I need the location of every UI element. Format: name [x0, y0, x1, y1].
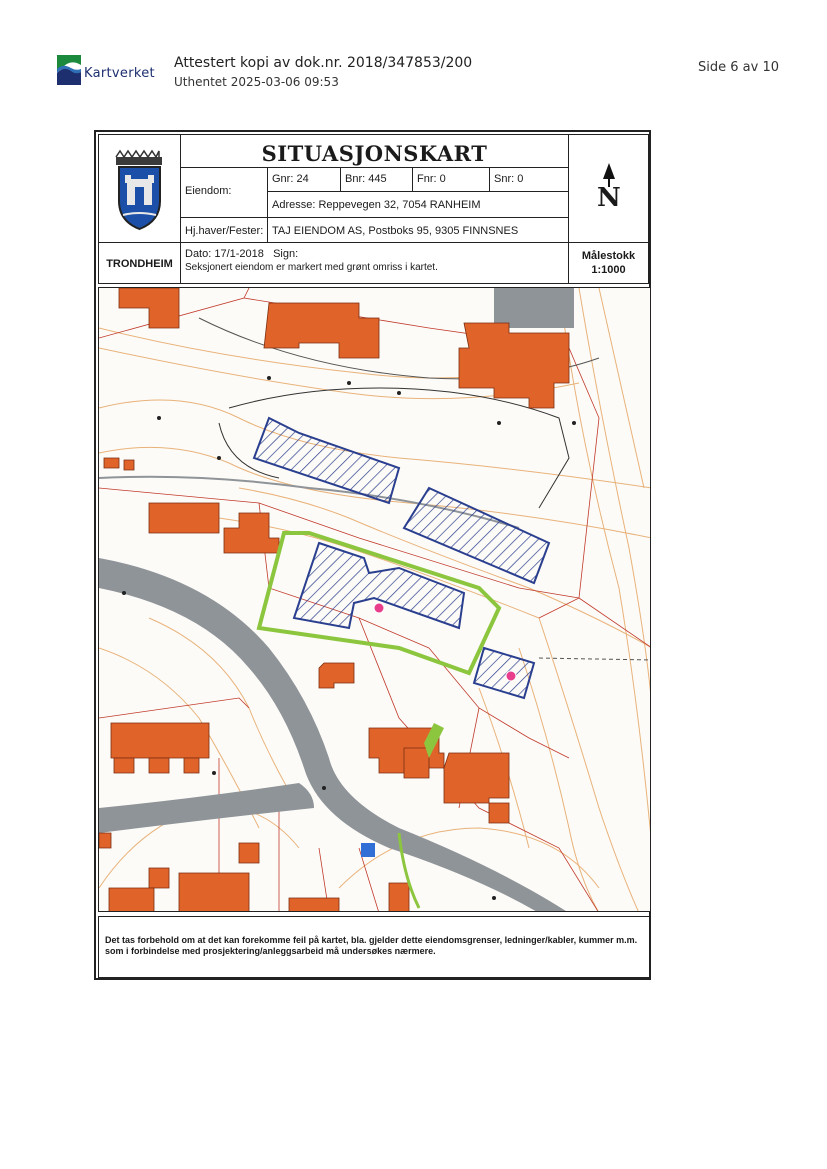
- kartverket-logo-icon: [57, 55, 81, 85]
- gnr-cell: [267, 167, 341, 192]
- brand-name: Kartverket: [84, 66, 155, 81]
- gnr-value: Gnr: 24: [272, 173, 309, 185]
- eiendom-label: Eiendom:: [185, 185, 232, 197]
- map-title: SITUASJONSKART: [261, 141, 488, 166]
- page-number: Side 6 av 10: [698, 60, 779, 75]
- document-title: Attestert kopi av dok.nr. 2018/347853/200: [174, 55, 473, 71]
- disclaimer: Det tas forbehold om at det kan forekomme feil på kartet, bla. gjelder dette eiendomsgrenser, ledninger/kabler, kummer m.m. som i forbindelse med prosjektering/anleggsarbeid må undersøkes nærmere.: [98, 916, 651, 978]
- address-value: Adresse: Reppevegen 32, 7054 RANHEIM: [272, 199, 481, 211]
- address-marker: [374, 603, 384, 613]
- municipality-cell: [98, 242, 181, 284]
- sign-label: Sign:: [273, 248, 299, 260]
- address-cell: [267, 191, 569, 218]
- owner-value-cell: [267, 217, 569, 243]
- fnr-value: Fnr: 0: [417, 173, 446, 185]
- fnr-cell: [412, 167, 490, 192]
- scale-value: 1:1000: [591, 264, 626, 276]
- owner-label-cell: [180, 217, 268, 243]
- situation-map-sheet: [94, 130, 651, 980]
- date-note-cell: [180, 242, 569, 284]
- blue-square: [361, 843, 375, 857]
- snr-cell: [489, 167, 569, 192]
- owner-value: TAJ EIENDOM AS, Postboks 95, 9305 FINNSNES: [272, 225, 519, 237]
- kartverket-logo: [57, 55, 157, 87]
- gray-area: [494, 288, 574, 328]
- north-letter: N: [597, 183, 621, 213]
- north-arrow-cell: [568, 134, 649, 243]
- bnr-cell: [340, 167, 413, 192]
- section-note: Seksjonert eiendom er markert med grønt omriss i kartet.: [185, 262, 438, 273]
- title-cell: [180, 134, 569, 168]
- scale-cell: [568, 242, 649, 284]
- trondheim-coat-of-arms: [99, 135, 182, 244]
- scale-label: Målestokk: [581, 250, 636, 262]
- eiendom-label-cell: [180, 167, 268, 218]
- retrieved-timestamp: Uthentet 2025-03-06 09:53: [174, 75, 339, 89]
- municipality-name: TRONDHEIM: [106, 258, 173, 270]
- coat-of-arms-cell: [98, 134, 181, 243]
- date-value: Dato: 17/1-2018: [185, 248, 264, 260]
- bnr-value: Bnr: 445: [345, 173, 387, 185]
- snr-value: Snr: 0: [494, 173, 524, 185]
- map-drawing: [99, 288, 651, 912]
- map-area: [98, 287, 651, 912]
- owner-label: Hj.haver/Fester:: [185, 225, 264, 237]
- address-marker-2: [506, 671, 516, 681]
